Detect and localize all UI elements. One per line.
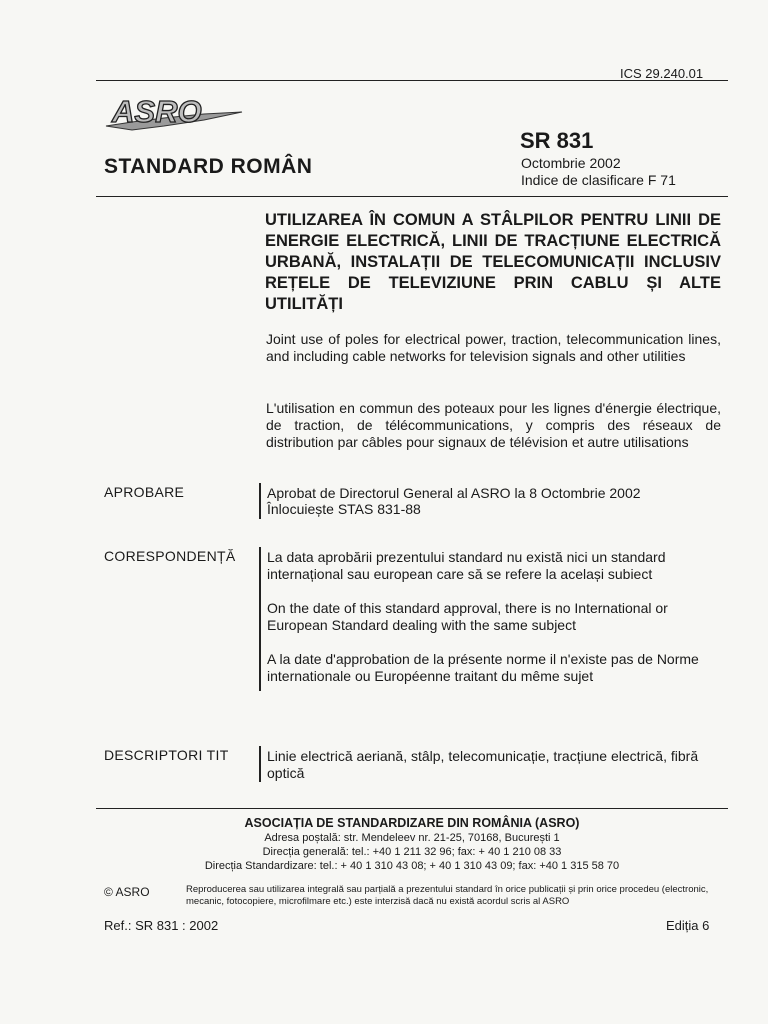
logo-text: ASRO [112, 94, 202, 129]
ics-code: ICS 29.240.01 [620, 66, 704, 81]
reference: Ref.: SR 831 : 2002 [104, 918, 219, 933]
aprobare-bar [259, 483, 261, 519]
descriptori-text: Linie electrică aeriană, stâlp, telecomunicație, tracțiune electrică, fibră optică [267, 748, 699, 781]
general-direction: Direcția generală: tel.: +40 1 211 32 96; fax: + 40 1 210 08 33 [262, 846, 562, 858]
association-name: ASOCIAȚIA DE STANDARDIZARE DIN ROMÂNIA (ASRO) [244, 816, 580, 830]
header-divider [96, 196, 728, 197]
corespondenta-en: On the date of this standard approval, there is no International or European Standard dealing with the same subject [267, 600, 668, 633]
asro-logo [104, 92, 244, 134]
aprobare-line1: Aprobat de Directorul General al ASRO la 8 Octombrie 2002 [267, 485, 641, 501]
classification-index: Indice de clasificare F 71 [521, 172, 676, 188]
footer-divider [96, 808, 728, 809]
title-romanian: UTILIZAREA ÎN COMUN A STÂLPILOR PENTRU LINII DE ENERGIE ELECTRICĂ, LINII DE TRACȚIUNE ELECTRICĂ URBANĂ, INSTALAȚII DE TELECOMUNICAȚII INCLUSIV REȚELE DE TELEVIZIUNE PRIN CABLU ȘI ALTE UTILITĂȚI [265, 211, 721, 313]
descriptori-bar [259, 746, 261, 782]
corespondenta-bar [259, 547, 261, 691]
title-french: L'utilisation en commun des poteaux pour les lignes d'énergie électrique, de traction, de télécommunications, y compris des réseaux de distribution par câbles pour signaux de télévision et autre utilisations [266, 400, 721, 450]
standard-roman-heading: STANDARD ROMÂN [104, 155, 313, 178]
standard-code: SR 831 [520, 128, 594, 153]
corespondenta-label: CORESPONDENȚĂ [104, 548, 236, 564]
standardization-direction: Direcția Standardizare: tel.: + 40 1 310 43 08; + 40 1 310 43 09; fax: +40 1 315 58 70 [204, 860, 620, 872]
standard-date: Octombrie 2002 [521, 155, 621, 171]
corespondenta-fr: A la date d'approbation de la présente norme il n'existe pas de Norme internationale ou Européenne traitant du même sujet [267, 651, 699, 684]
title-english: Joint use of poles for electrical power, traction, telecommunication lines, and including cable networks for television signals and other utilities [266, 331, 721, 364]
top-divider [96, 80, 728, 81]
reproduction-notice: Reproducerea sau utilizarea integrală sau parțială a prezentului standard în orice publicații și prin orice procedeu (electronic, mecanic, fotocopiere, microfilmare etc.) este interzisă dacă nu există acordul scris al ASRO [186, 884, 709, 907]
corespondenta-ro: La data aprobării prezentului standard nu există nici un standard internațional sau european care să se refere la același subiect [267, 549, 666, 582]
descriptori-label: DESCRIPTORI TIT [104, 747, 229, 763]
copyright: © ASRO [104, 885, 150, 899]
edition: Ediția 6 [666, 918, 710, 933]
aprobare-line2: Înlocuiește STAS 831-88 [267, 501, 421, 517]
postal-address: Adresa poștală: str. Mendeleev nr. 21-25, 70168, București 1 [264, 832, 560, 844]
aprobare-label: APROBARE [104, 484, 185, 500]
